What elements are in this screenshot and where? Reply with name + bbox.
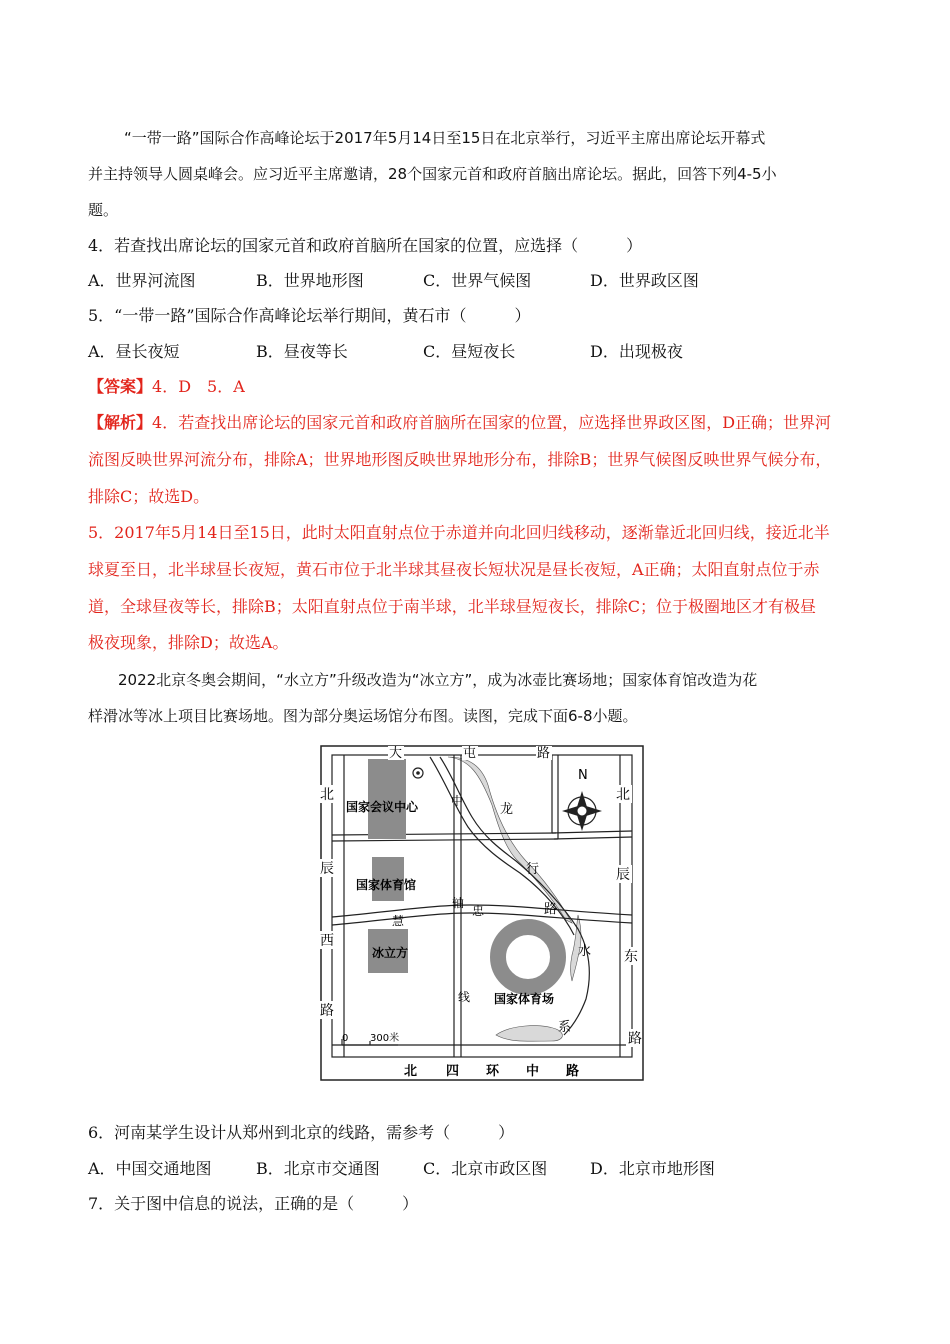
national-stadium-label: 国家体育场 bbox=[494, 992, 555, 1006]
answer-line bbox=[88, 376, 868, 398]
road-bottom-char-2: 四 bbox=[446, 1064, 460, 1079]
huizhong-char-1: 慧 bbox=[392, 914, 405, 928]
intro1-line3: 题。 bbox=[88, 201, 119, 219]
q5-option-b: B．昼夜等长 bbox=[256, 342, 348, 361]
intro2-line2: 样滑冰等冰上项目比赛场地。图为部分奥运场馆分布图。读图，完成下面6-8小题。 bbox=[88, 707, 638, 725]
q4-stem: 4．若查找出席论坛的国家元首和政府首脑所在国家的位置，应选择（ ） bbox=[88, 236, 643, 255]
q4-option-b: B．世界地形图 bbox=[256, 271, 364, 290]
scale-length: 300米 bbox=[370, 1033, 400, 1044]
conference-center-building bbox=[368, 759, 406, 839]
olympic-venues-map bbox=[320, 745, 644, 1081]
q4-option-d: D．世界政区图 bbox=[590, 271, 699, 290]
road-left-char-3: 西 bbox=[320, 933, 334, 949]
intro1-line2: 并主持领导人圆桌峰会。应习近平主席邀请，28个国家元首和政府首脑出席论坛。据此，回答下列4-5小 bbox=[88, 165, 777, 183]
road-left-char-4: 路 bbox=[320, 1003, 334, 1019]
road-right-char-2: 辰 bbox=[616, 867, 630, 883]
road-right-char-3: 东 bbox=[624, 949, 638, 965]
q5-option-d: D．出现极夜 bbox=[590, 342, 683, 361]
water-char-1: 水 bbox=[578, 944, 592, 959]
road-bottom-char-3: 环 bbox=[486, 1064, 500, 1079]
north-label: N bbox=[578, 768, 588, 783]
longxing-char-2: 行 bbox=[526, 862, 540, 877]
road-top-char-1: 大 bbox=[389, 746, 403, 761]
q4-option-c: C．世界气候图 bbox=[423, 271, 532, 290]
answer-text: 4．D 5．A bbox=[152, 377, 245, 396]
analysis-line-1 bbox=[88, 412, 868, 434]
axis-char-zhou: 轴 bbox=[452, 896, 465, 910]
gymnasium-label: 国家体育馆 bbox=[356, 878, 417, 892]
analysis-q4-text-3: 排除C；故选D。 bbox=[88, 487, 210, 506]
longxing-char-1: 龙 bbox=[500, 802, 514, 817]
road-bottom-char-4: 中 bbox=[526, 1064, 540, 1079]
answer-label: 【答案】 bbox=[88, 377, 153, 396]
compass-center bbox=[577, 806, 587, 816]
road-right-char-1: 北 bbox=[616, 787, 630, 803]
road-right-char-4: 路 bbox=[628, 1031, 642, 1047]
intro2-line1: 2022北京冬奥会期间，“水立方”升级改造为“冰立方”，成为冰壶比赛场地；国家体育馆改造为花 bbox=[118, 671, 758, 689]
axis-char-xian: 线 bbox=[458, 990, 471, 1004]
q5-option-c: C．昼短夜长 bbox=[423, 342, 516, 361]
road-top-char-2: 屯 bbox=[463, 746, 477, 761]
q5-option-a: A．昼长夜短 bbox=[88, 342, 180, 361]
q5-stem: 5．“一带一路”国际合作高峰论坛举行期间，黄石市（ ） bbox=[88, 306, 531, 325]
axis-char-zhong: 中 bbox=[451, 794, 464, 808]
analysis-q5-text-3: 道，全球昼夜等长，排除B；太阳直射点位于南半球，北半球昼短夜长，排除C；位于极圈地区才有极昼 bbox=[88, 597, 817, 616]
q6-option-a: A．中国交通地图 bbox=[88, 1159, 212, 1178]
intro1-line1: “一带一路”国际合作高峰论坛于2017年5月14日至15日在北京举行，习近平主席出席论坛开幕式 bbox=[124, 129, 766, 147]
road-top-char-3: 路 bbox=[537, 746, 551, 761]
q6-option-b: B．北京市交通图 bbox=[256, 1159, 380, 1178]
longxing-char-3: 路 bbox=[544, 902, 558, 917]
water-char-2: 系 bbox=[558, 1020, 572, 1035]
q4-option-a: A．世界河流图 bbox=[88, 271, 196, 290]
q7-stem: 7．关于图中信息的说法，正确的是（ ） bbox=[88, 1194, 419, 1213]
road-bottom-char-5: 路 bbox=[566, 1064, 580, 1079]
scale-zero: 0 bbox=[342, 1033, 349, 1044]
ice-cube-label: 冰立方 bbox=[372, 946, 409, 960]
road-bottom-char-1: 北 bbox=[404, 1064, 418, 1079]
analysis-q5-text-4: 极夜现象，排除D；故选A。 bbox=[88, 633, 289, 652]
road-left-char-2: 辰 bbox=[320, 861, 334, 877]
landmark-symbol-dot-icon bbox=[416, 771, 420, 775]
huizhong-char-2: 忠 bbox=[472, 904, 485, 918]
analysis-q5-text-2: 球夏至日，北半球昼长夜短，黄石市位于北半球其昼夜长短状况是昼长夜短，A正确；太阳直射点位于赤 bbox=[88, 560, 820, 579]
analysis-q4-text-2: 流图反映世界河流分布，排除A；世界地形图反映世界地形分布，排除B；世界气候图反映世界气候分布， bbox=[88, 450, 832, 469]
q6-stem: 6．河南某学生设计从郑州到北京的线路，需参考（ ） bbox=[88, 1123, 515, 1142]
road-left-char-1: 北 bbox=[320, 787, 334, 803]
q6-option-d: D．北京市地形图 bbox=[590, 1159, 715, 1178]
analysis-label: 【解析】 bbox=[88, 413, 153, 432]
q6-option-c: C．北京市政区图 bbox=[423, 1159, 548, 1178]
conference-center-label: 国家会议中心 bbox=[346, 800, 419, 814]
analysis-q4-text-1: 4．若查找出席论坛的国家元首和政府首脑所在国家的位置，应选择世界政区图，D正确；世界河 bbox=[152, 413, 832, 432]
analysis-q5-text-1: 5．2017年5月14日至15日，此时太阳直射点位于赤道并向北回归线移动，逐渐靠近北回归线，接近北半 bbox=[88, 523, 830, 542]
